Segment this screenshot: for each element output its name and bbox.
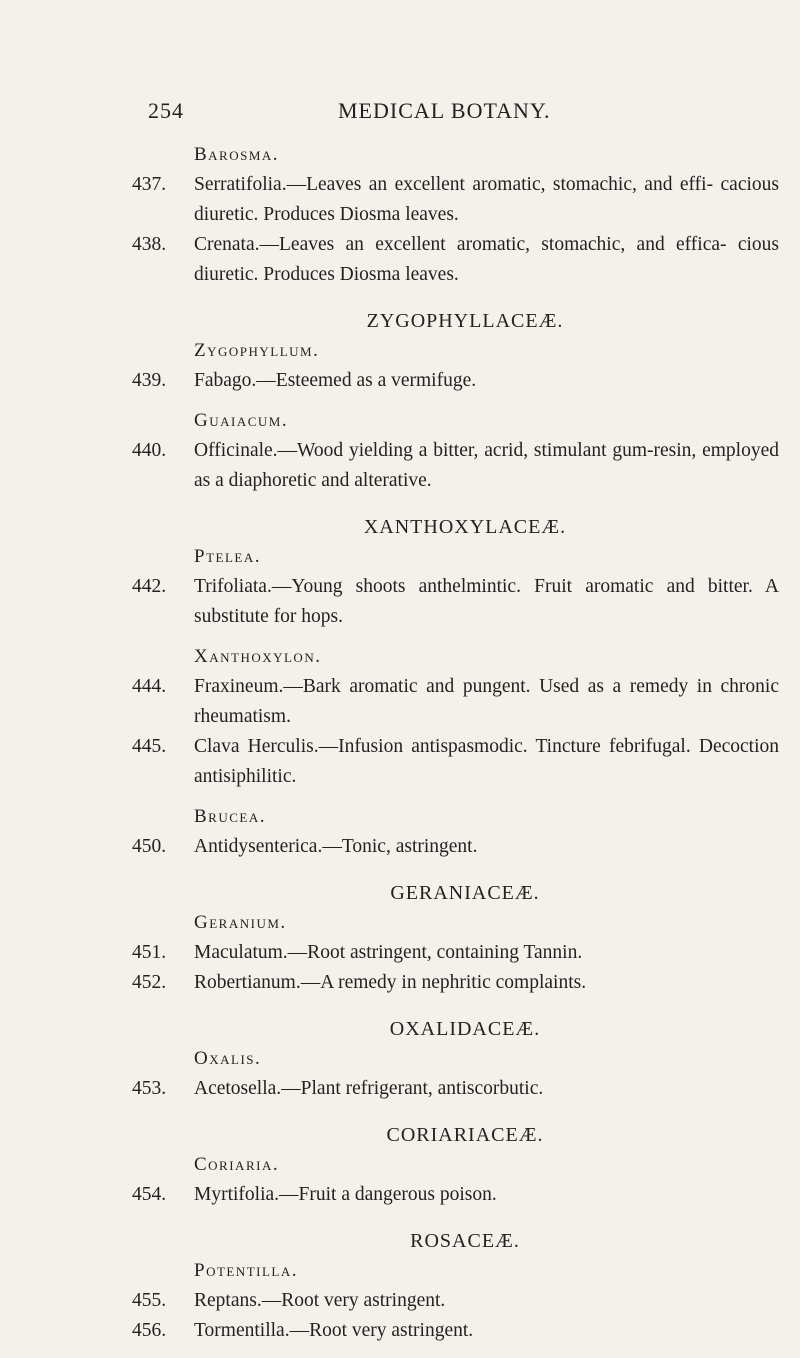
genus-heading: Barosma. [194, 144, 280, 165]
entry-text: Reptans.—Root very astringent. [194, 1290, 446, 1311]
family-heading: GERANIACEÆ. [390, 882, 540, 904]
family-heading: CORIARIACEÆ. [386, 1124, 544, 1146]
genus-heading: Geranium. [194, 912, 287, 933]
entry-text: Serratifolia.—Leaves an excellent aromatic, stomachic, and effi- cacious diuretic. Produces Diosma leaves. [194, 174, 779, 225]
entry-text: Fraxineum.—Bark aromatic and pungent. Used as a remedy in chronic rheumatism. [194, 676, 779, 727]
genus-heading: Potentilla. [194, 1260, 299, 1281]
entry-number: 451. [132, 942, 167, 963]
genus-heading: Coriaria. [194, 1154, 280, 1175]
entry-text: Acetosella.—Plant refrigerant, antiscorbutic. [194, 1078, 544, 1099]
entry [132, 1074, 779, 1104]
entry [132, 732, 779, 792]
entry-number: 445. [132, 736, 167, 757]
family-heading: XANTHOXYLACEÆ. [363, 516, 567, 538]
entry-number: 444. [132, 676, 167, 697]
entry-text: Maculatum.—Root astringent, containing Tannin. [194, 942, 583, 963]
entry-text: Crenata.—Leaves an excellent aromatic, stomachic, and effica- cious diuretic. Produces Diosma leaves. [194, 234, 779, 285]
entry [132, 1286, 779, 1316]
entry-number: 438. [132, 234, 167, 255]
entry-number: 442. [132, 576, 167, 597]
genus-heading: Guaiacum. [194, 410, 289, 431]
entry-number: 456. [132, 1320, 167, 1341]
entry-number: 454. [132, 1184, 167, 1205]
entry-text: Myrtifolia.—Fruit a dangerous poison. [194, 1184, 497, 1205]
entry-number: 437. [132, 174, 167, 195]
entry [132, 968, 779, 998]
genus-heading: Oxalis. [194, 1048, 262, 1069]
entry-text: Officinale.—Wood yielding a bitter, acrid, stimulant gum-resin, employed as a diaphoretic and alterative. [194, 440, 779, 491]
entry-text: Fabago.—Esteemed as a vermifuge. [194, 370, 477, 391]
entry-text: Trifoliata.—Young shoots anthelmintic. Fruit aromatic and bitter. A substitute for hops. [194, 576, 779, 627]
entry-number: 450. [132, 836, 167, 857]
entry [132, 170, 779, 230]
running-title: MEDICAL BOTANY. [338, 98, 551, 123]
genus-heading: Brucea. [194, 806, 266, 827]
entry-number: 455. [132, 1290, 167, 1311]
entry-number: 452. [132, 972, 167, 993]
entry [132, 672, 779, 732]
entry-number: 453. [132, 1078, 167, 1099]
family-heading: ZYGOPHYLLACEÆ. [366, 310, 564, 332]
entry-number: 439. [132, 370, 167, 391]
entry [132, 832, 779, 862]
genus-heading: Zygophyllum. [194, 340, 320, 361]
entry-text: Tormentilla.—Root very astringent. [194, 1320, 474, 1341]
entry-text: Antidysenterica.—Tonic, astringent. [194, 836, 478, 857]
genus-heading: Xanthoxylon. [194, 646, 322, 667]
entry [132, 366, 779, 396]
entry-number: 440. [132, 440, 167, 461]
page-body [0, 140, 800, 1346]
entry [132, 436, 779, 496]
entry [132, 1180, 779, 1210]
family-heading: ROSACEÆ. [410, 1230, 520, 1252]
genus-heading: Ptelea. [194, 546, 261, 567]
entry [132, 230, 779, 290]
family-heading: OXALIDACEÆ. [389, 1018, 541, 1040]
entry [132, 1316, 779, 1346]
entry [132, 938, 779, 968]
page-number: 254 [148, 98, 184, 123]
entry-text: Robertianum.—A remedy in nephritic complaints. [194, 972, 587, 993]
entry [132, 572, 779, 632]
entry-text: Clava Herculis.—Infusion antispasmodic. Tincture febrifugal. Decoction antisiphilitic. [194, 736, 779, 787]
